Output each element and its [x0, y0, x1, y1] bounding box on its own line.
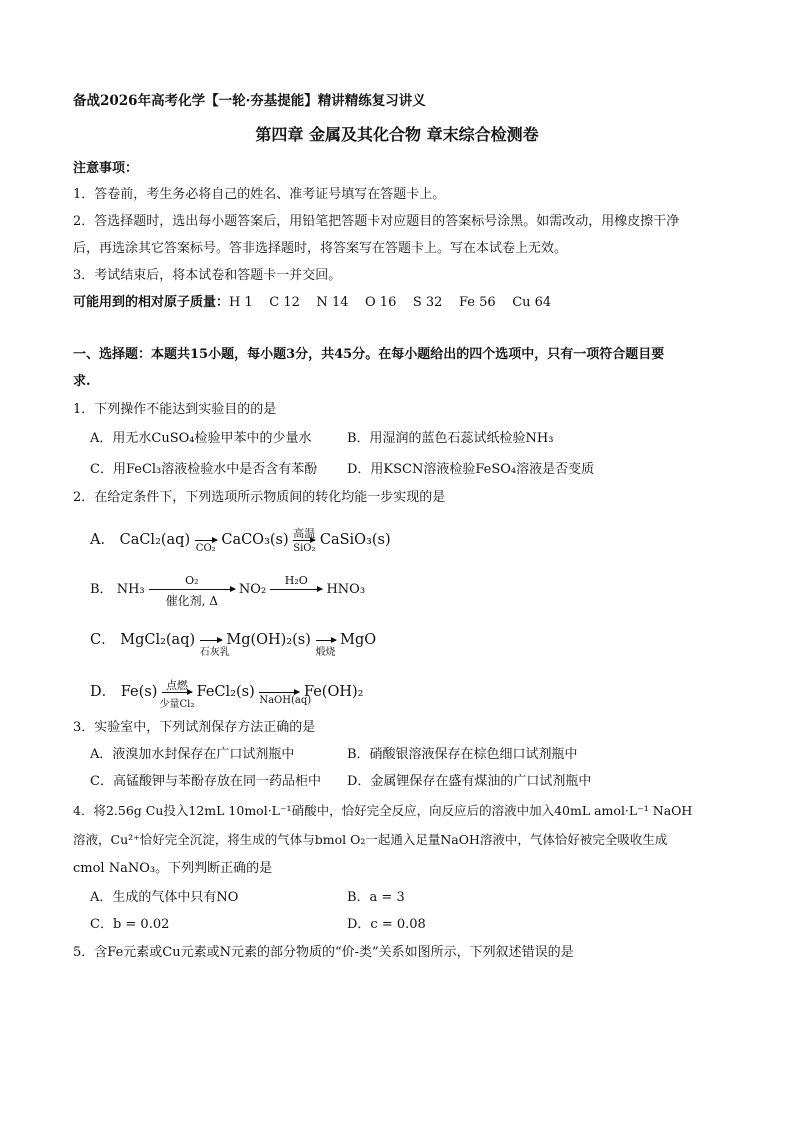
question-4-option-c: C．b = 0.02: [90, 917, 170, 932]
formula: CaCl₂(aq): [119, 532, 191, 548]
question-3-option-a: A．液溴加水封保存在广口试剂瓶中: [90, 747, 295, 762]
question-5-stem: 5．含Fe元素或Cu元素或N元素的部分物质的“价-类”关系如图所示，下列叙述错误的是: [73, 945, 574, 960]
atomic-mass-line: [73, 294, 551, 312]
question-2-option-a: [90, 526, 391, 554]
question-4-stem-line1: 4．将2.56g Cu投入12mL 10mol·L⁻¹硝酸中，恰好完全反应，向反应后的溶液中加入40mL amol·L⁻¹ NaOH: [73, 803, 693, 818]
reaction-arrow: H₂O: [270, 589, 322, 590]
formula: Fe(OH)₂: [303, 684, 364, 700]
option-label: B．: [90, 582, 113, 597]
page-title: 第四章 金属及其化合物 章末综合检测卷: [255, 125, 539, 144]
note-item: 1．答卷前，考生务必将自己的姓名、准考证号填写在答题卡上。: [73, 187, 446, 202]
question-1-option-c: C．用FeCl₃溶液检验水中是否含有苯酚: [90, 462, 318, 477]
section-heading-cont: 求.: [73, 374, 91, 389]
question-3-option-d: D．金属锂保存在盛有煤油的广口试剂瓶中: [347, 774, 592, 789]
formula: Mg(OH)₂(s): [226, 632, 311, 648]
formula: HNO₃: [326, 582, 366, 597]
formula: NO₂: [238, 582, 267, 597]
reaction-arrow: CO₂: [195, 540, 217, 541]
question-3-option-c: C．高锰酸钾与苯酚存放在同一药品柜中: [90, 774, 321, 789]
question-4-stem-line2: 溶液，Cu²⁺恰好完全沉淀，将生成的气体与bmol O₂一起通入足量NaOH溶液中，气体恰好被完全吸收生成: [73, 832, 668, 847]
reaction-arrow: 煅烧: [316, 640, 336, 641]
formula: CaCO₃(s): [221, 532, 289, 548]
option-label: D．: [90, 684, 117, 700]
reaction-arrow: 高温 SiO₂: [293, 526, 316, 554]
question-1-option-a: A．用无水CuSO₄检验甲苯中的少量水: [90, 431, 312, 446]
atomic-mass-values: H 1 C 12 N 14 O 16 S 32 Fe 56 Cu 64: [229, 295, 552, 310]
formula: CaSiO₃(s): [319, 532, 391, 548]
question-2-option-c: [90, 628, 377, 658]
atomic-mass-label: 可能用到的相对原子质量：: [73, 295, 230, 310]
section-heading: 一、选择题：本题共15小题，每小题3分，共45分。在每小题给出的四个选项中，只有一项符合题目要: [73, 347, 665, 362]
question-2-option-b: [90, 574, 366, 608]
reaction-arrow: 点燃 少量Cl₂: [159, 678, 195, 710]
formula: NH₃: [116, 582, 145, 597]
note-item: 后，再选涂其它答案标号。答非选择题时，将答案写在答题卡上。写在本试卷上无效。: [73, 241, 568, 256]
formula: MgO: [340, 632, 377, 648]
reaction-arrow: NaOH(aq): [259, 692, 299, 693]
question-3-stem: 3．实验室中，下列试剂保存方法正确的是: [73, 720, 316, 735]
series-title: 备战2026年高考化学【一轮·夯基提能】精讲精练复习讲义: [73, 93, 426, 109]
formula: FeCl₂(s): [196, 684, 255, 700]
notes-heading: 注意事项：: [73, 161, 139, 176]
formula: Fe(s): [120, 684, 158, 700]
question-1-option-d: D．用KSCN溶液检验FeSO₄溶液是否变质: [347, 462, 595, 477]
question-4-option-a: A．生成的气体中只有NO: [90, 890, 239, 905]
question-3-option-b: B．硝酸银溶液保存在棕色细口试剂瓶中: [347, 747, 578, 762]
question-2-option-d: [90, 678, 364, 710]
question-4-option-d: D．c = 0.08: [347, 917, 426, 932]
option-label: A．: [90, 532, 115, 548]
question-2-stem: 2．在给定条件下，下列选项所示物质间的转化均能一步实现的是: [73, 490, 446, 505]
reaction-arrow: O₂ 催化剂, Δ: [149, 589, 235, 590]
question-4-stem-line3: cmol NaNO₃。下列判断正确的是: [73, 861, 273, 876]
note-item: 2．答选择题时，选出每小题答案后，用铅笔把答题卡对应题目的答案标号涂黑。如需改动，用橡皮擦干净: [73, 214, 680, 229]
question-1-stem: 1．下列操作不能达到实验目的的是: [73, 402, 277, 417]
note-item: 3．考试结束后，将本试卷和答题卡一并交回。: [73, 268, 342, 283]
question-1-option-b: B．用湿润的蓝色石蕊试纸检验NH₃: [347, 431, 554, 446]
question-4-option-b: B．a = 3: [347, 890, 405, 905]
option-label: C．: [90, 632, 116, 648]
reaction-arrow: 石灰乳: [200, 640, 222, 641]
formula: MgCl₂(aq): [120, 632, 196, 648]
